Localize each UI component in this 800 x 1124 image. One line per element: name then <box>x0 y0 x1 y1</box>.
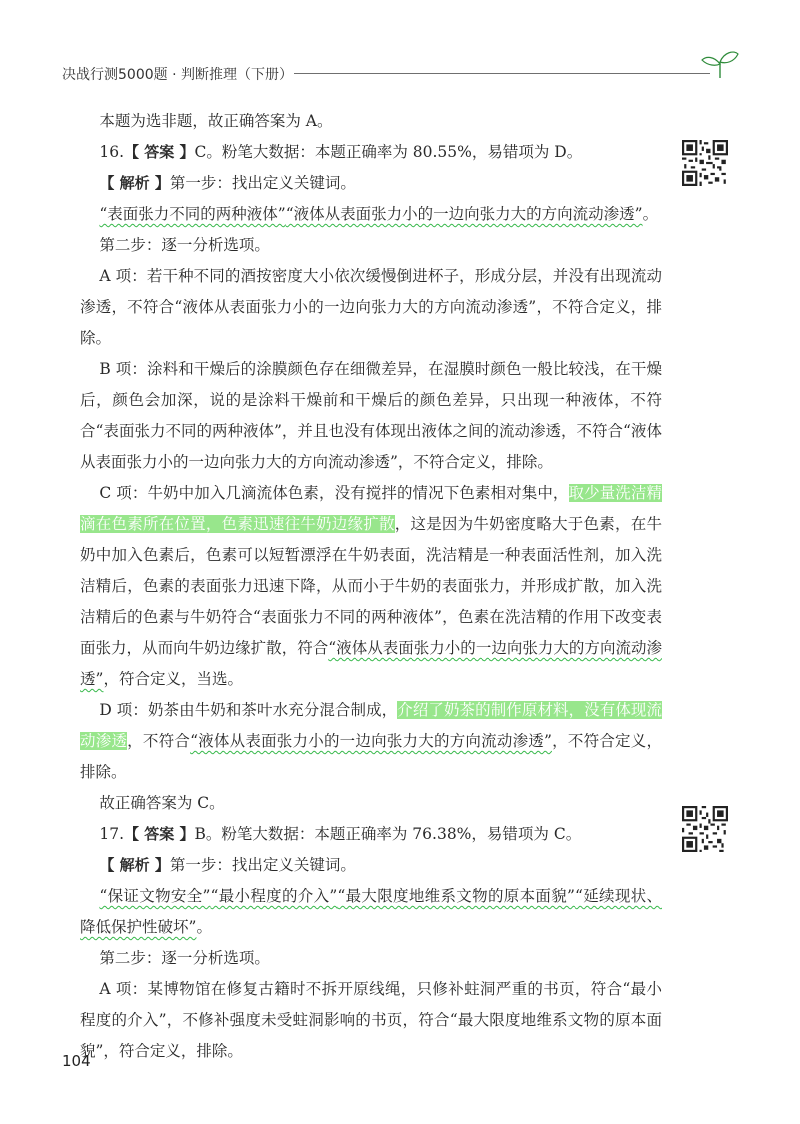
page-number: 104 <box>62 1052 91 1070</box>
paragraph: 故正确答案为 C。 <box>99 794 225 812</box>
page-header <box>62 62 740 86</box>
keywords-17: “保证文物安全”“最小程度的介入”“最大限度地维系文物的原本面貌”“延续现状、降低保护性破坏”。 <box>80 887 662 936</box>
answer-line-16: 16.【 答案 】C。粉笔大数据：本题正确率为 80.55%，易错项为 D。 <box>99 143 583 161</box>
option-a-17: A 项：某博物馆在修复古籍时不拆开原线绳，只修补蛀洞严重的书页，符合“最小程度的介入”，不修补强度未受蛀洞影响的书页，符合“最大限度地维系文物的原本面貌”，符合定义，排除。 <box>80 980 662 1060</box>
answer-text <box>80 106 662 1067</box>
analysis-line-17: 【 解析 】第一步：找出定义关键词。 <box>99 856 356 874</box>
option-a-16: A 项：若干种不同的酒按密度大小依次缓慢倒进杯子，形成分层，并没有出现流动渗透，不符合“液体从表面张力小的一边向张力大的方向流动渗透”，不符合定义，排除。 <box>80 267 662 347</box>
paragraph: 本题为选非题，故正确答案为 A。 <box>99 112 333 130</box>
qr-code-icon[interactable] <box>682 140 728 186</box>
option-c-16: C 项：牛奶中加入几滴流体色素，没有搅拌的情况下色素相对集中，取少量洗洁精滴在色素所在位置，色素迅速往牛奶边缘扩散，这是因为牛奶密度略大于色素，在牛奶中加入色素后，色素可以短暂漂浮在牛奶表面，洗洁精是一种表面活性剂，加入洗洁精后，色素的表面张力迅速下降，从而小于牛奶的表面张力，并形成扩散，加入洗洁精后的色素与牛奶符合“表面张力不同的两种液体”，色素在洗洁精的作用下改变表面张力，从而向牛奶边缘扩散，符合“液体从表面张力小的一边向张力大的方向流动渗透”，符合定义，当选。 <box>80 484 662 688</box>
qr-code-icon[interactable] <box>682 806 728 852</box>
keywords-16: “表面张力不同的两种液体”“液体从表面张力小的一边向张力大的方向流动渗透”。 <box>99 205 659 223</box>
option-d-16: D 项：奶茶由牛奶和茶叶水充分混合制成，介绍了奶茶的制作原材料，没有体现流动渗透，不符合“液体从表面张力小的一边向张力大的方向流动渗透”，不符合定义，排除。 <box>80 701 662 781</box>
paragraph: 第二步：逐一分析选项。 <box>99 949 270 967</box>
answer-line-17: 17.【 答案 】B。粉笔大数据：本题正确率为 76.38%，易错项为 C。 <box>99 825 582 843</box>
analysis-line-16: 【 解析 】第一步：找出定义关键词。 <box>99 174 356 192</box>
header-rule <box>294 73 710 74</box>
paragraph: 第二步：逐一分析选项。 <box>99 236 270 254</box>
option-b-16: B 项：涂料和干燥后的涂膜颜色存在细微差异，在湿膜时颜色一般比较浅，在干燥后，颜色会加深，说的是涂料干燥前和干燥后的颜色差异，只出现一种液体，不符合“表面张力不同的两种液体”，并且也没有体现出液体之间的流动渗透，不符合“液体从表面张力小的一边向张力大的方向流动渗透”，不符合定义，排除。 <box>80 360 662 471</box>
book-title: 决战行测5000题 · 判断推理（下册） <box>62 67 293 83</box>
sprout-icon <box>700 48 740 80</box>
